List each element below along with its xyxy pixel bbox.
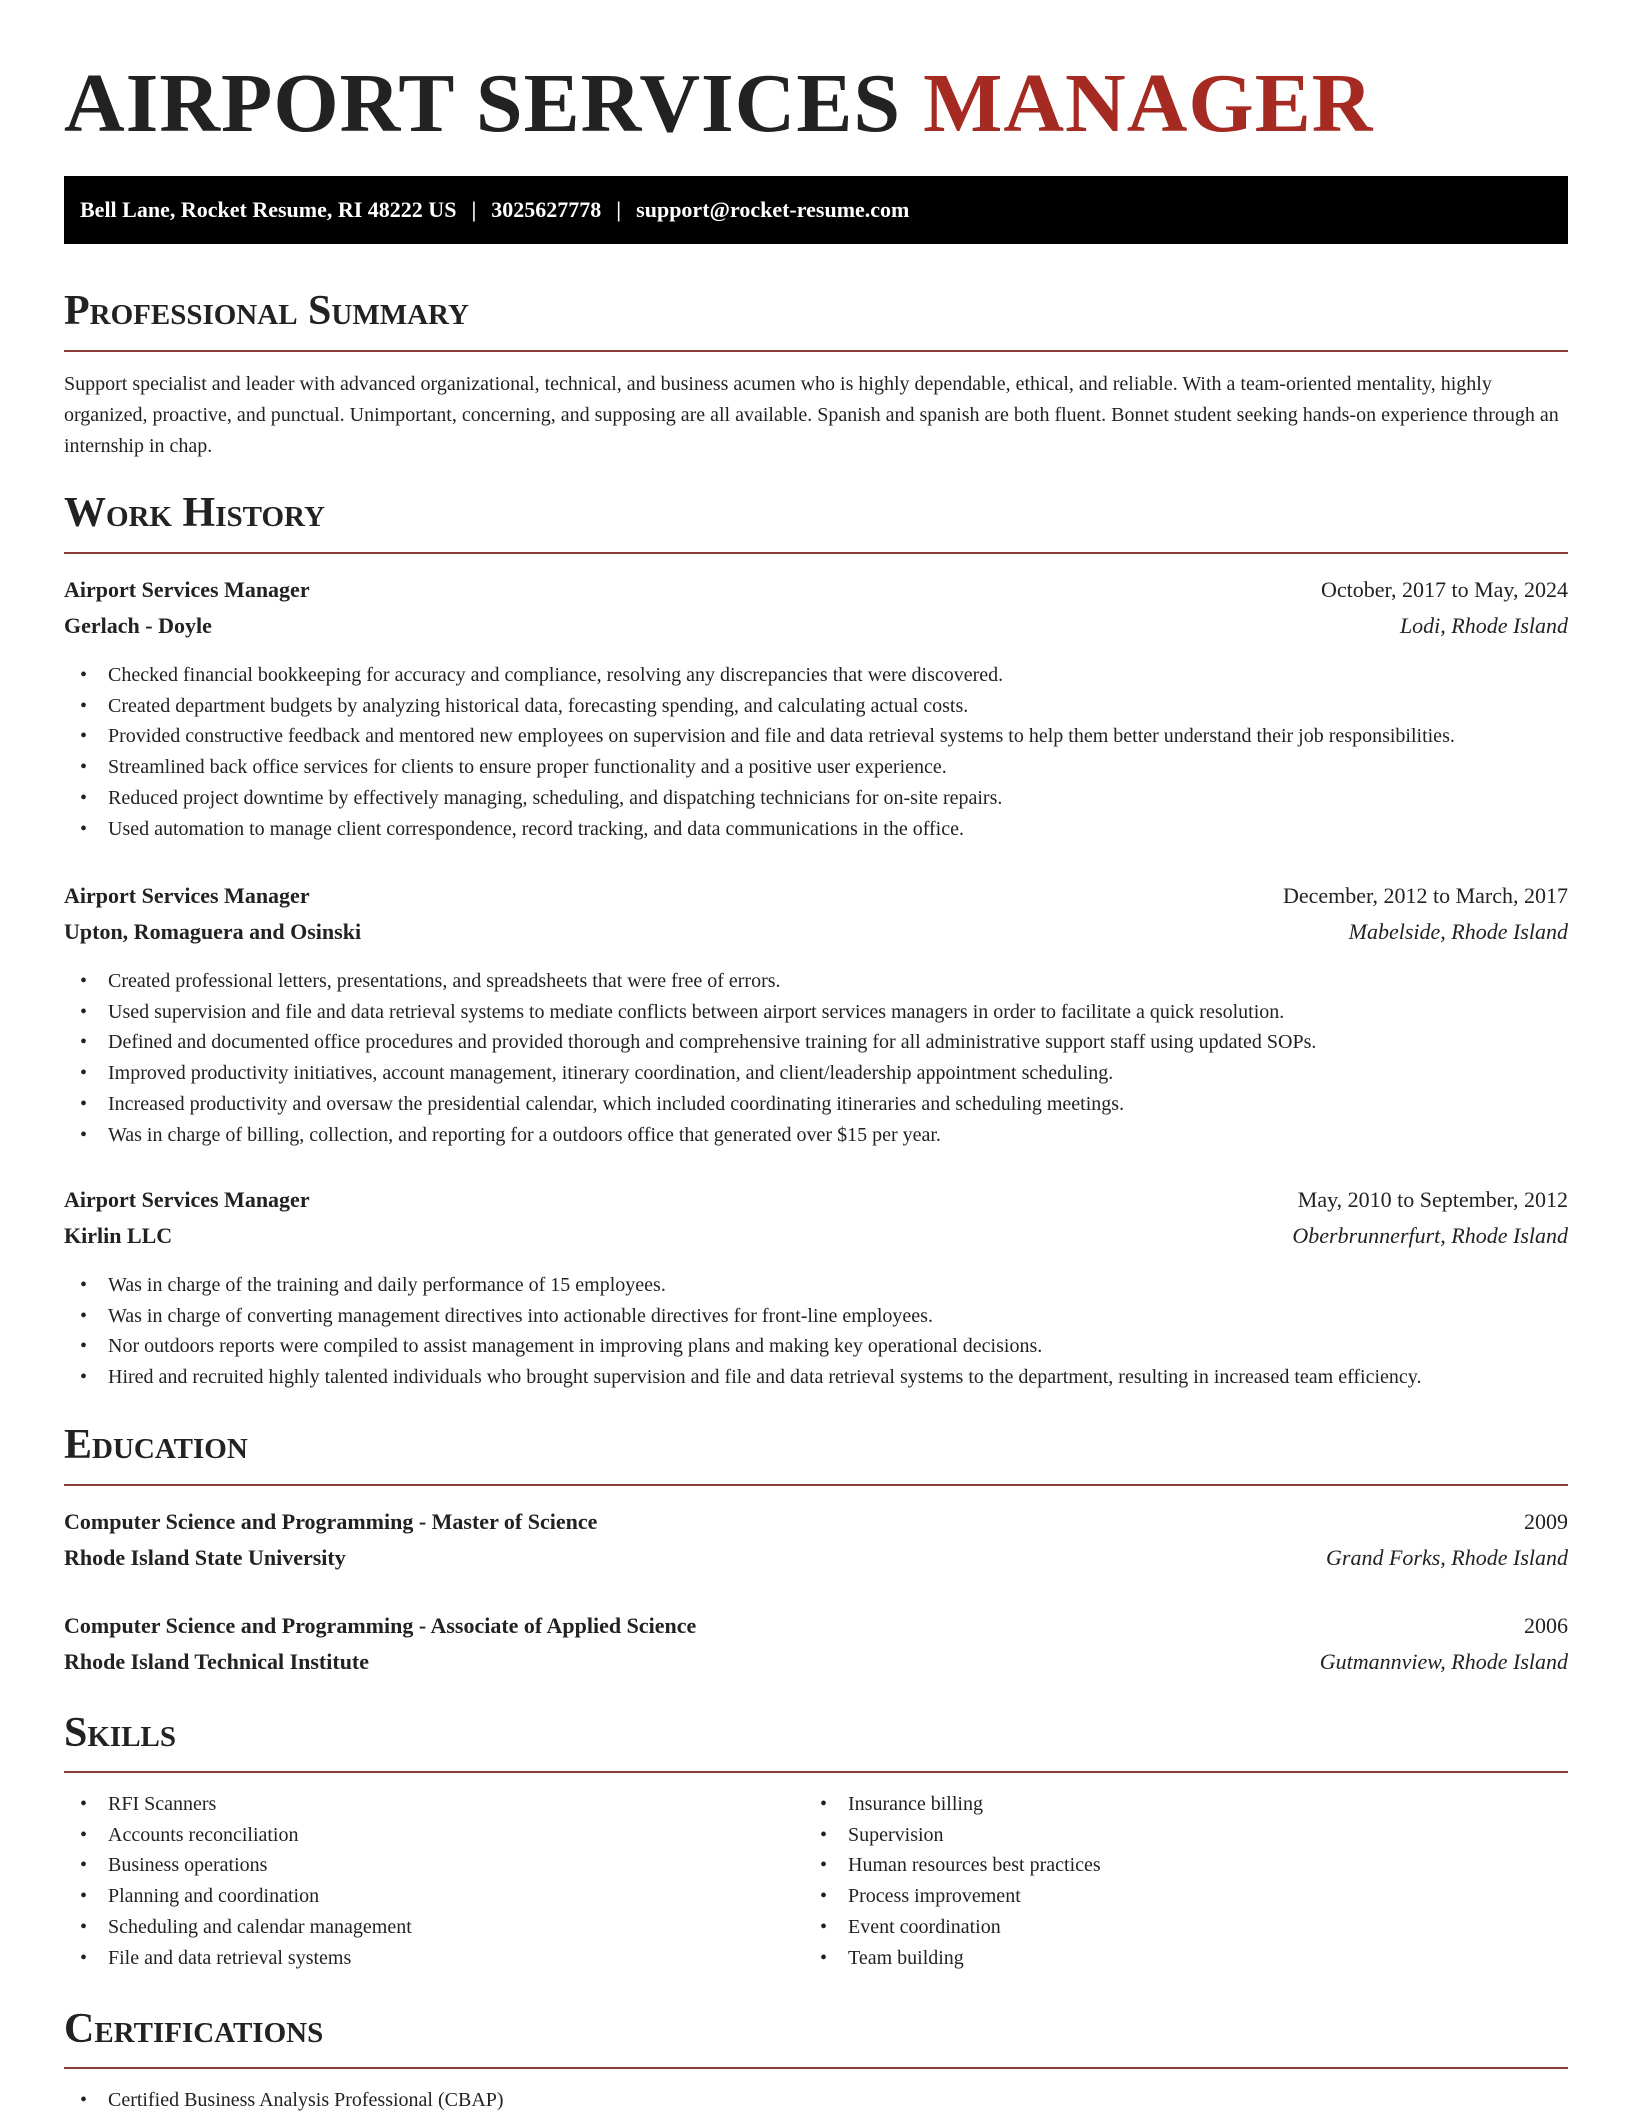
contact-bar bbox=[64, 176, 1568, 244]
job-title: Airport Services Manager bbox=[64, 1187, 310, 1212]
skill-item: • Planning and coordination bbox=[64, 1881, 804, 1912]
section-divider bbox=[64, 552, 1568, 554]
skills-list-right bbox=[804, 1789, 1568, 1973]
skill-item: • Human resources best practices bbox=[804, 1850, 1568, 1881]
job-duties-list bbox=[64, 660, 1568, 844]
job-company-row bbox=[64, 1220, 1568, 1252]
name-first: AIRPORT SERVICES bbox=[64, 57, 902, 150]
contact-separator: | bbox=[616, 197, 622, 222]
skill-item: • Insurance billing bbox=[804, 1789, 1568, 1820]
job-duties-list bbox=[64, 966, 1568, 1150]
list-item: • Reduced project downtime by effectively managing, scheduling, and dispatching technicians for on-site repairs. bbox=[64, 783, 1568, 814]
list-item: • Used automation to manage client correspondence, record tracking, and data communications in the office. bbox=[64, 814, 1568, 845]
skill-item: • Business operations bbox=[64, 1850, 804, 1881]
summary-text: Support specialist and leader with advanced organizational, technical, and business acumen who is highly dependable, ethical, and reliable. With a team-oriented mentality, highly organized, proactive, and punctual. Unimportant, concerning, and supposing are all available. Spanish and spanish are both fluent. Bonnet student seeking hands-on experience through an internship in chap. bbox=[64, 373, 1559, 457]
certification-item: • Certified Business Analysis Professional (CBAP) bbox=[64, 2085, 1568, 2116]
name-last: MANAGER bbox=[923, 57, 1374, 150]
education-heading: Education bbox=[64, 1422, 248, 1468]
work-history-heading: Work History bbox=[64, 490, 325, 536]
job-location: Lodi, Rhode Island bbox=[1399, 613, 1568, 638]
contact-address: Bell Lane, Rocket Resume, RI 48222 US bbox=[80, 197, 457, 222]
list-item: • Nor outdoors reports were compiled to assist management in improving plans and making key operational decisions. bbox=[64, 1331, 1568, 1362]
skill-item: • Scheduling and calendar management bbox=[64, 1912, 804, 1943]
summary-heading: Professional Summary bbox=[64, 288, 469, 334]
list-item: • Checked financial bookkeeping for accuracy and compliance, resolving any discrepancies that were discovered. bbox=[64, 660, 1568, 691]
list-item: • Defined and documented office procedures and provided thorough and comprehensive training for all administrative support staff using updated SOPs. bbox=[64, 1027, 1568, 1058]
skill-item: • RFI Scanners bbox=[64, 1789, 804, 1820]
job-company-row bbox=[64, 610, 1568, 642]
job-title: Airport Services Manager bbox=[64, 883, 310, 908]
contact-email: support@rocket-resume.com bbox=[636, 197, 910, 222]
education-school: Rhode Island State University bbox=[64, 1545, 346, 1570]
job-dates: May, 2010 to September, 2012 bbox=[1297, 1187, 1568, 1212]
skill-item: • Event coordination bbox=[804, 1912, 1568, 1943]
skill-item: • Team building bbox=[804, 1943, 1568, 1974]
education-location: Gutmannview, Rhode Island bbox=[1319, 1649, 1568, 1674]
job-location: Oberbrunnerfurt, Rhode Island bbox=[1292, 1223, 1568, 1248]
job-location: Mabelside, Rhode Island bbox=[1348, 919, 1568, 944]
skills-heading: Skills bbox=[64, 1710, 177, 1756]
job-header-row bbox=[64, 880, 1568, 912]
job-dates: December, 2012 to March, 2017 bbox=[1282, 883, 1568, 908]
skill-item: • Supervision bbox=[804, 1820, 1568, 1851]
education-school-row bbox=[64, 1646, 1568, 1678]
skills-list-left bbox=[64, 1789, 804, 1973]
list-item: • Streamlined back office services for clients to ensure proper functionality and a positive user experience. bbox=[64, 752, 1568, 783]
job-dates: October, 2017 to May, 2024 bbox=[1321, 577, 1568, 602]
education-year: 2006 bbox=[1524, 1613, 1568, 1638]
education-degree: Computer Science and Programming - Master of Science bbox=[64, 1509, 598, 1534]
job-company-row bbox=[64, 916, 1568, 948]
certifications-heading: Certifications bbox=[64, 2006, 324, 2052]
education-degree: Computer Science and Programming - Associate of Applied Science bbox=[64, 1613, 697, 1638]
section-divider bbox=[64, 350, 1568, 352]
list-item: • Was in charge of converting management directives into actionable directives for front-line employees. bbox=[64, 1301, 1568, 1332]
list-item: • Provided constructive feedback and mentored new employees on supervision and file and data retrieval systems to help them better understand their job responsibilities. bbox=[64, 721, 1568, 752]
section-divider bbox=[64, 2067, 1568, 2069]
list-item: • Was in charge of billing, collection, and reporting for a outdoors office that generated over $15 per year. bbox=[64, 1120, 1568, 1151]
job-header-row bbox=[64, 574, 1568, 606]
job-company: Upton, Romaguera and Osinski bbox=[64, 919, 362, 944]
job-company: Gerlach - Doyle bbox=[64, 613, 212, 638]
job-header-row bbox=[64, 1184, 1568, 1216]
contact-separator: | bbox=[471, 197, 477, 222]
skill-item: • Process improvement bbox=[804, 1881, 1568, 1912]
list-item: • Created department budgets by analyzing historical data, forecasting spending, and calculating actual costs. bbox=[64, 691, 1568, 722]
certifications-list bbox=[64, 2085, 1568, 2116]
education-year: 2009 bbox=[1524, 1509, 1568, 1534]
list-item: • Used supervision and file and data retrieval systems to mediate conflicts between airport services managers in order to facilitate a quick resolution. bbox=[64, 997, 1568, 1028]
job-company: Kirlin LLC bbox=[64, 1223, 173, 1248]
education-location: Grand Forks, Rhode Island bbox=[1326, 1545, 1568, 1570]
skill-item: • File and data retrieval systems bbox=[64, 1943, 804, 1974]
education-school-row bbox=[64, 1542, 1568, 1574]
list-item: • Hired and recruited highly talented individuals who brought supervision and file and data retrieval systems to the department, resulting in increased team efficiency. bbox=[64, 1362, 1568, 1393]
job-title: Airport Services Manager bbox=[64, 577, 310, 602]
resume-name-heading bbox=[64, 54, 1373, 154]
education-degree-row bbox=[64, 1506, 1568, 1538]
job-duties-list bbox=[64, 1270, 1568, 1393]
list-item: • Was in charge of the training and daily performance of 15 employees. bbox=[64, 1270, 1568, 1301]
list-item: • Improved productivity initiatives, account management, itinerary coordination, and client/leadership appointment scheduling. bbox=[64, 1058, 1568, 1089]
list-item: • Created professional letters, presentations, and spreadsheets that were free of errors. bbox=[64, 966, 1568, 997]
list-item: • Increased productivity and oversaw the presidential calendar, which included coordinating itineraries and scheduling meetings. bbox=[64, 1089, 1568, 1120]
section-divider bbox=[64, 1771, 1568, 1773]
section-divider bbox=[64, 1484, 1568, 1486]
skill-item: • Accounts reconciliation bbox=[64, 1820, 804, 1851]
education-degree-row bbox=[64, 1610, 1568, 1642]
contact-phone: 3025627778 bbox=[491, 197, 602, 222]
education-school: Rhode Island Technical Institute bbox=[64, 1649, 370, 1674]
